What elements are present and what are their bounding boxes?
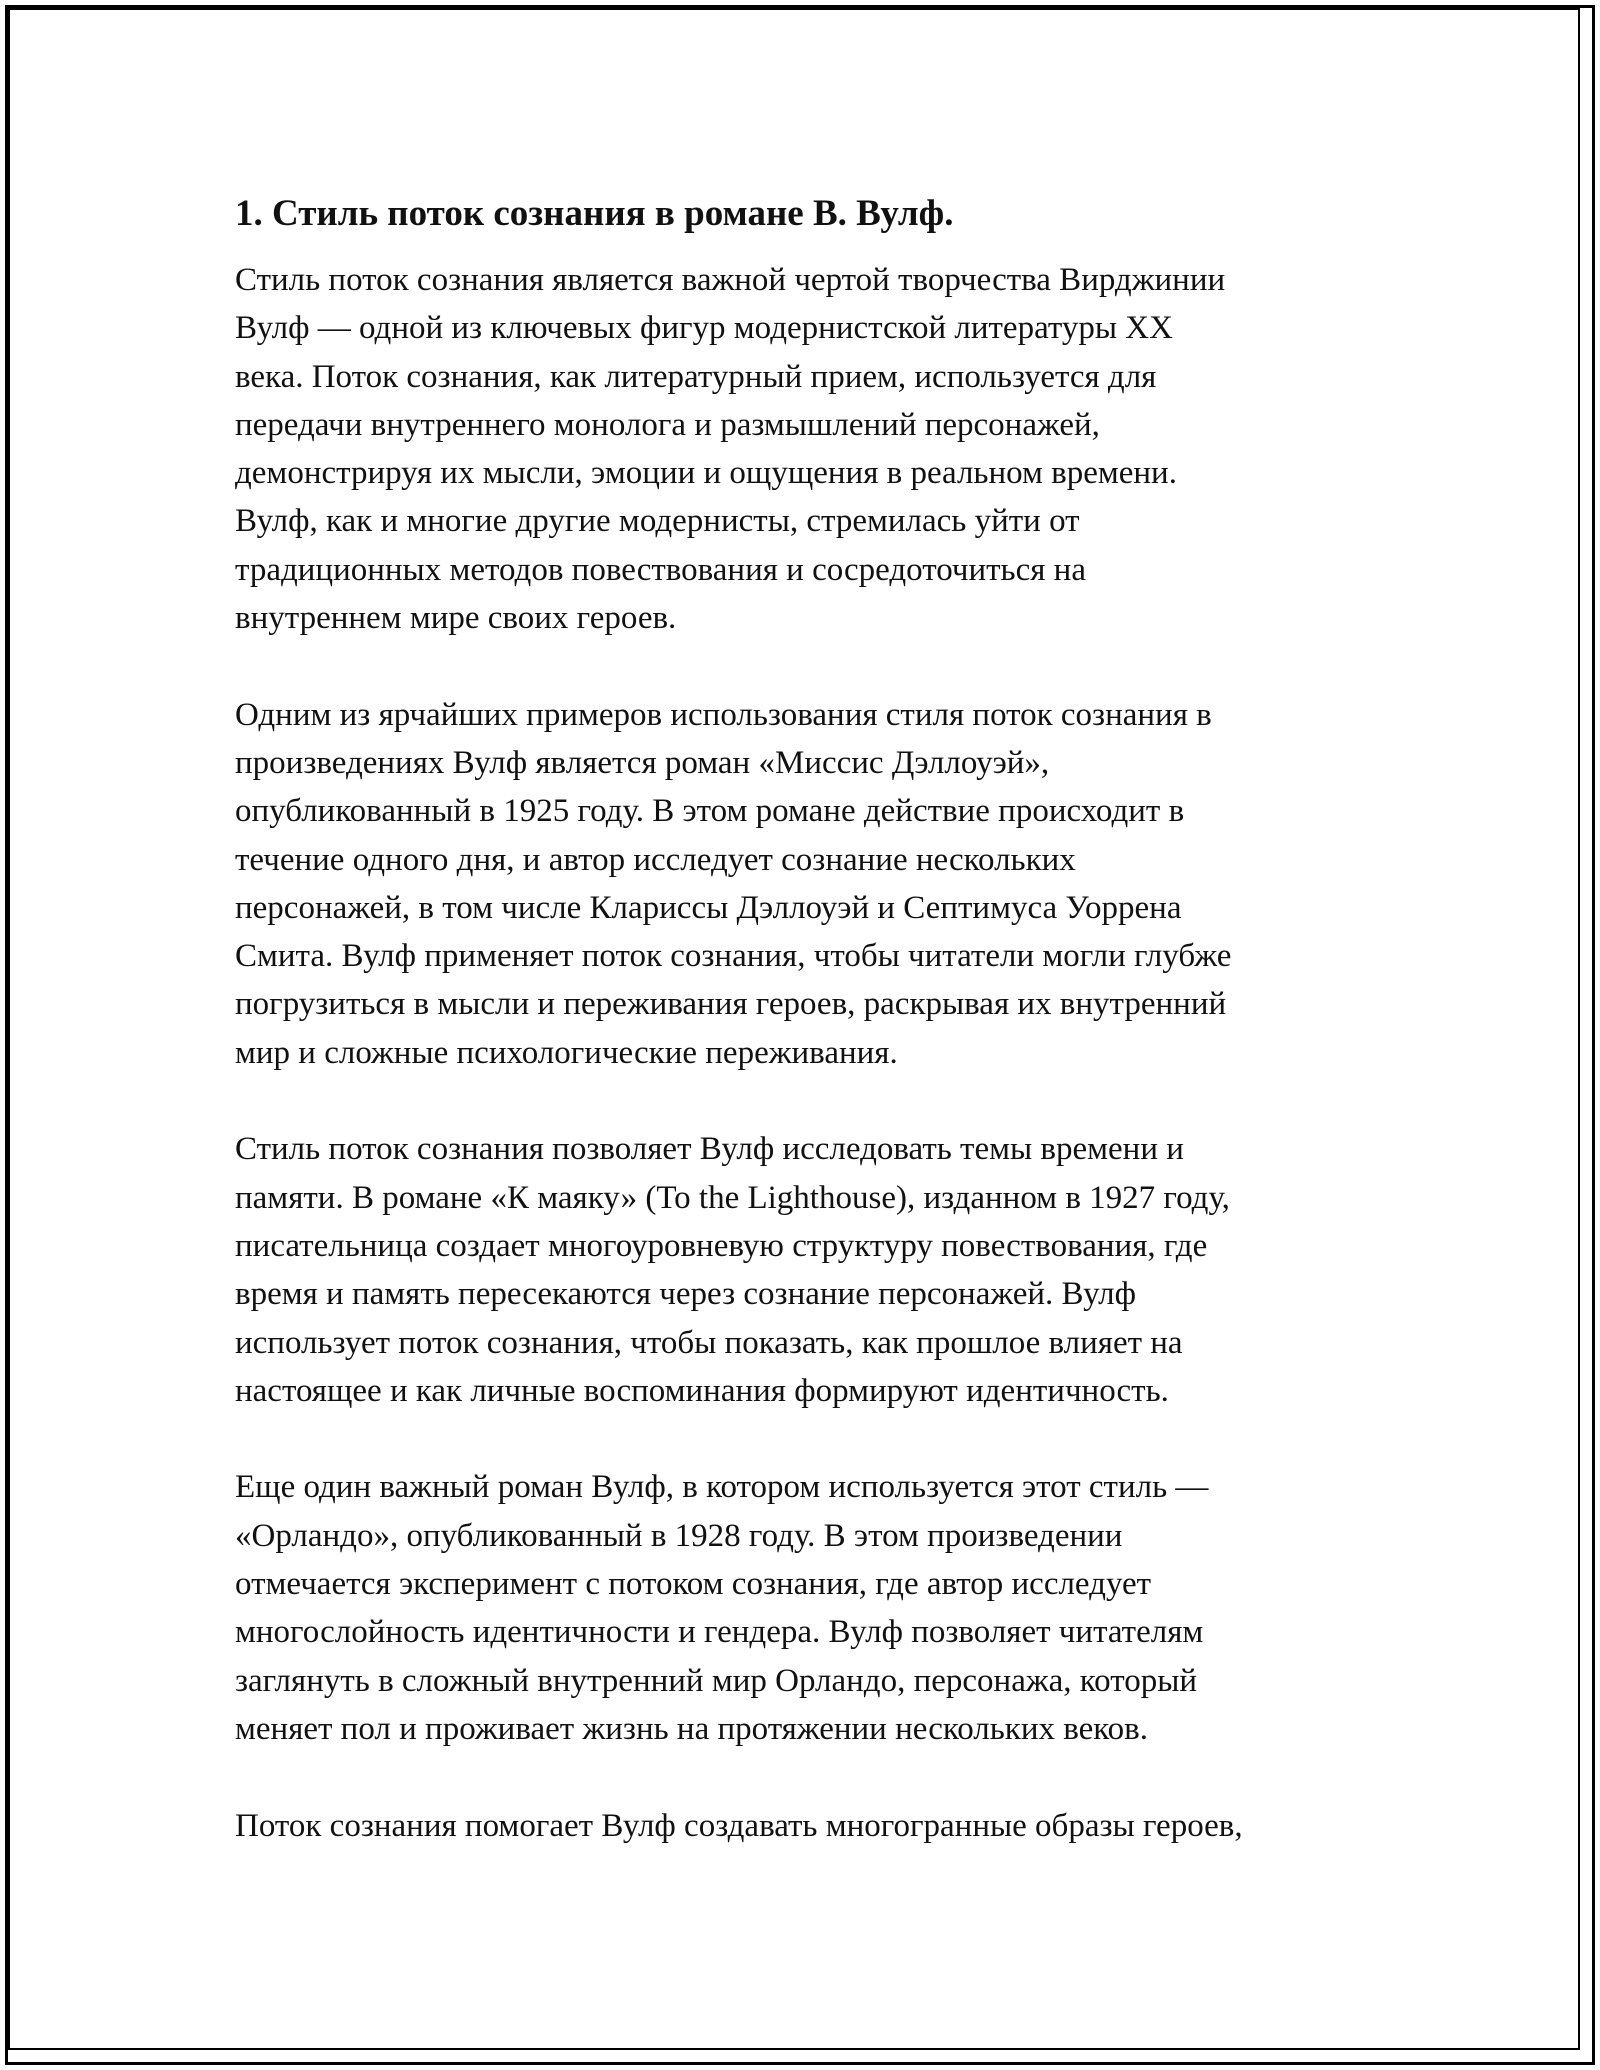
paragraph-4 <box>235 1463 1385 1753</box>
paragraph-line: Смита. Вулф применяет поток сознания, чтобы читатели могли глубже <box>235 938 1232 975</box>
paragraph-1 <box>235 256 1385 642</box>
paragraph-line: Вулф, как и многие другие модернисты, стремилась уйти от <box>235 503 1080 540</box>
paragraph-line: передачи внутреннего монолога и размышлений персонажей, <box>235 406 1100 443</box>
paragraph-line: Стиль поток сознания является важной чертой творчества Вирджинии <box>235 262 1226 298</box>
paragraph-line: многослойность идентичности и гендера. Вулф позволяет читателям <box>235 1614 1204 1651</box>
paragraph-line: использует поток сознания, чтобы показать, как прошлое влияет на <box>235 1324 1183 1361</box>
paragraph-line: Одним из ярчайших примеров использования стиля поток сознания в <box>235 696 1212 733</box>
paragraph-line: погрузиться в мысли и переживания героев, раскрывая их внутренний <box>235 986 1227 1023</box>
paragraph-5 <box>235 1802 1385 1850</box>
paragraph-line: меняет пол и проживает жизнь на протяжении нескольких веков. <box>235 1710 1148 1747</box>
paragraph-line: время и память пересекаются через сознание персонажей. Вулф <box>235 1276 1137 1313</box>
paragraph-line: Вулф — одной из ключевых фигур модернистской литературы XX <box>235 310 1173 347</box>
paragraph-line: заглянуть в сложный внутренний мир Орландо, персонажа, который <box>235 1662 1198 1699</box>
paragraph-2 <box>235 691 1385 1077</box>
paragraph-line: Поток сознания помогает Вулф создавать многогранные образы героев, <box>235 1807 1243 1844</box>
paragraph-line: мир и сложные психологические переживания. <box>235 1034 898 1071</box>
paragraph-line: течение одного дня, и автор исследует сознание нескольких <box>235 841 1076 878</box>
paragraph-line: Еще один важный роман Вулф, в котором используется этот стиль — <box>235 1469 1209 1506</box>
paragraph-line: персонажей, в том числе Клариссы Дэллоуэй и Септимуса Уоррена <box>235 889 1182 926</box>
paragraph-line: демонстрируя их мысли, эмоции и ощущения в реальном времени. <box>235 455 1177 492</box>
paragraph-line: внутреннем мире своих героев. <box>235 600 677 637</box>
document-body <box>235 188 1385 1898</box>
paragraph-line: настоящее и как личные воспоминания формируют идентичность. <box>235 1372 1169 1409</box>
paragraph-3 <box>235 1125 1385 1415</box>
paragraph-line: памяти. В романе «К маяку» (To the Lighthouse), изданном в 1927 году, <box>235 1179 1230 1216</box>
paragraph-line: писательница создает многоуровневую структуру повествования, где <box>235 1227 1208 1264</box>
paragraph-line: произведениях Вулф является роман «Миссис Дэллоуэй», <box>235 744 1050 781</box>
paragraph-line: традиционных методов повествования и сосредоточиться на <box>235 551 1086 588</box>
section-heading: 1. Стиль поток сознания в романе В. Вулф. <box>235 193 954 234</box>
paragraph-line: опубликованный в 1925 году. В этом романе действие происходит в <box>235 793 1185 830</box>
paragraph-line: века. Поток сознания, как литературный прием, используется для <box>235 358 1157 395</box>
paragraph-line: Стиль поток сознания позволяет Вулф исследовать темы времени и <box>235 1131 1184 1168</box>
paragraph-line: «Орландо», опубликованный в 1928 году. В этом произведении <box>235 1517 1123 1554</box>
paragraph-line: отмечается эксперимент с потоком сознания, где автор исследует <box>235 1566 1152 1603</box>
